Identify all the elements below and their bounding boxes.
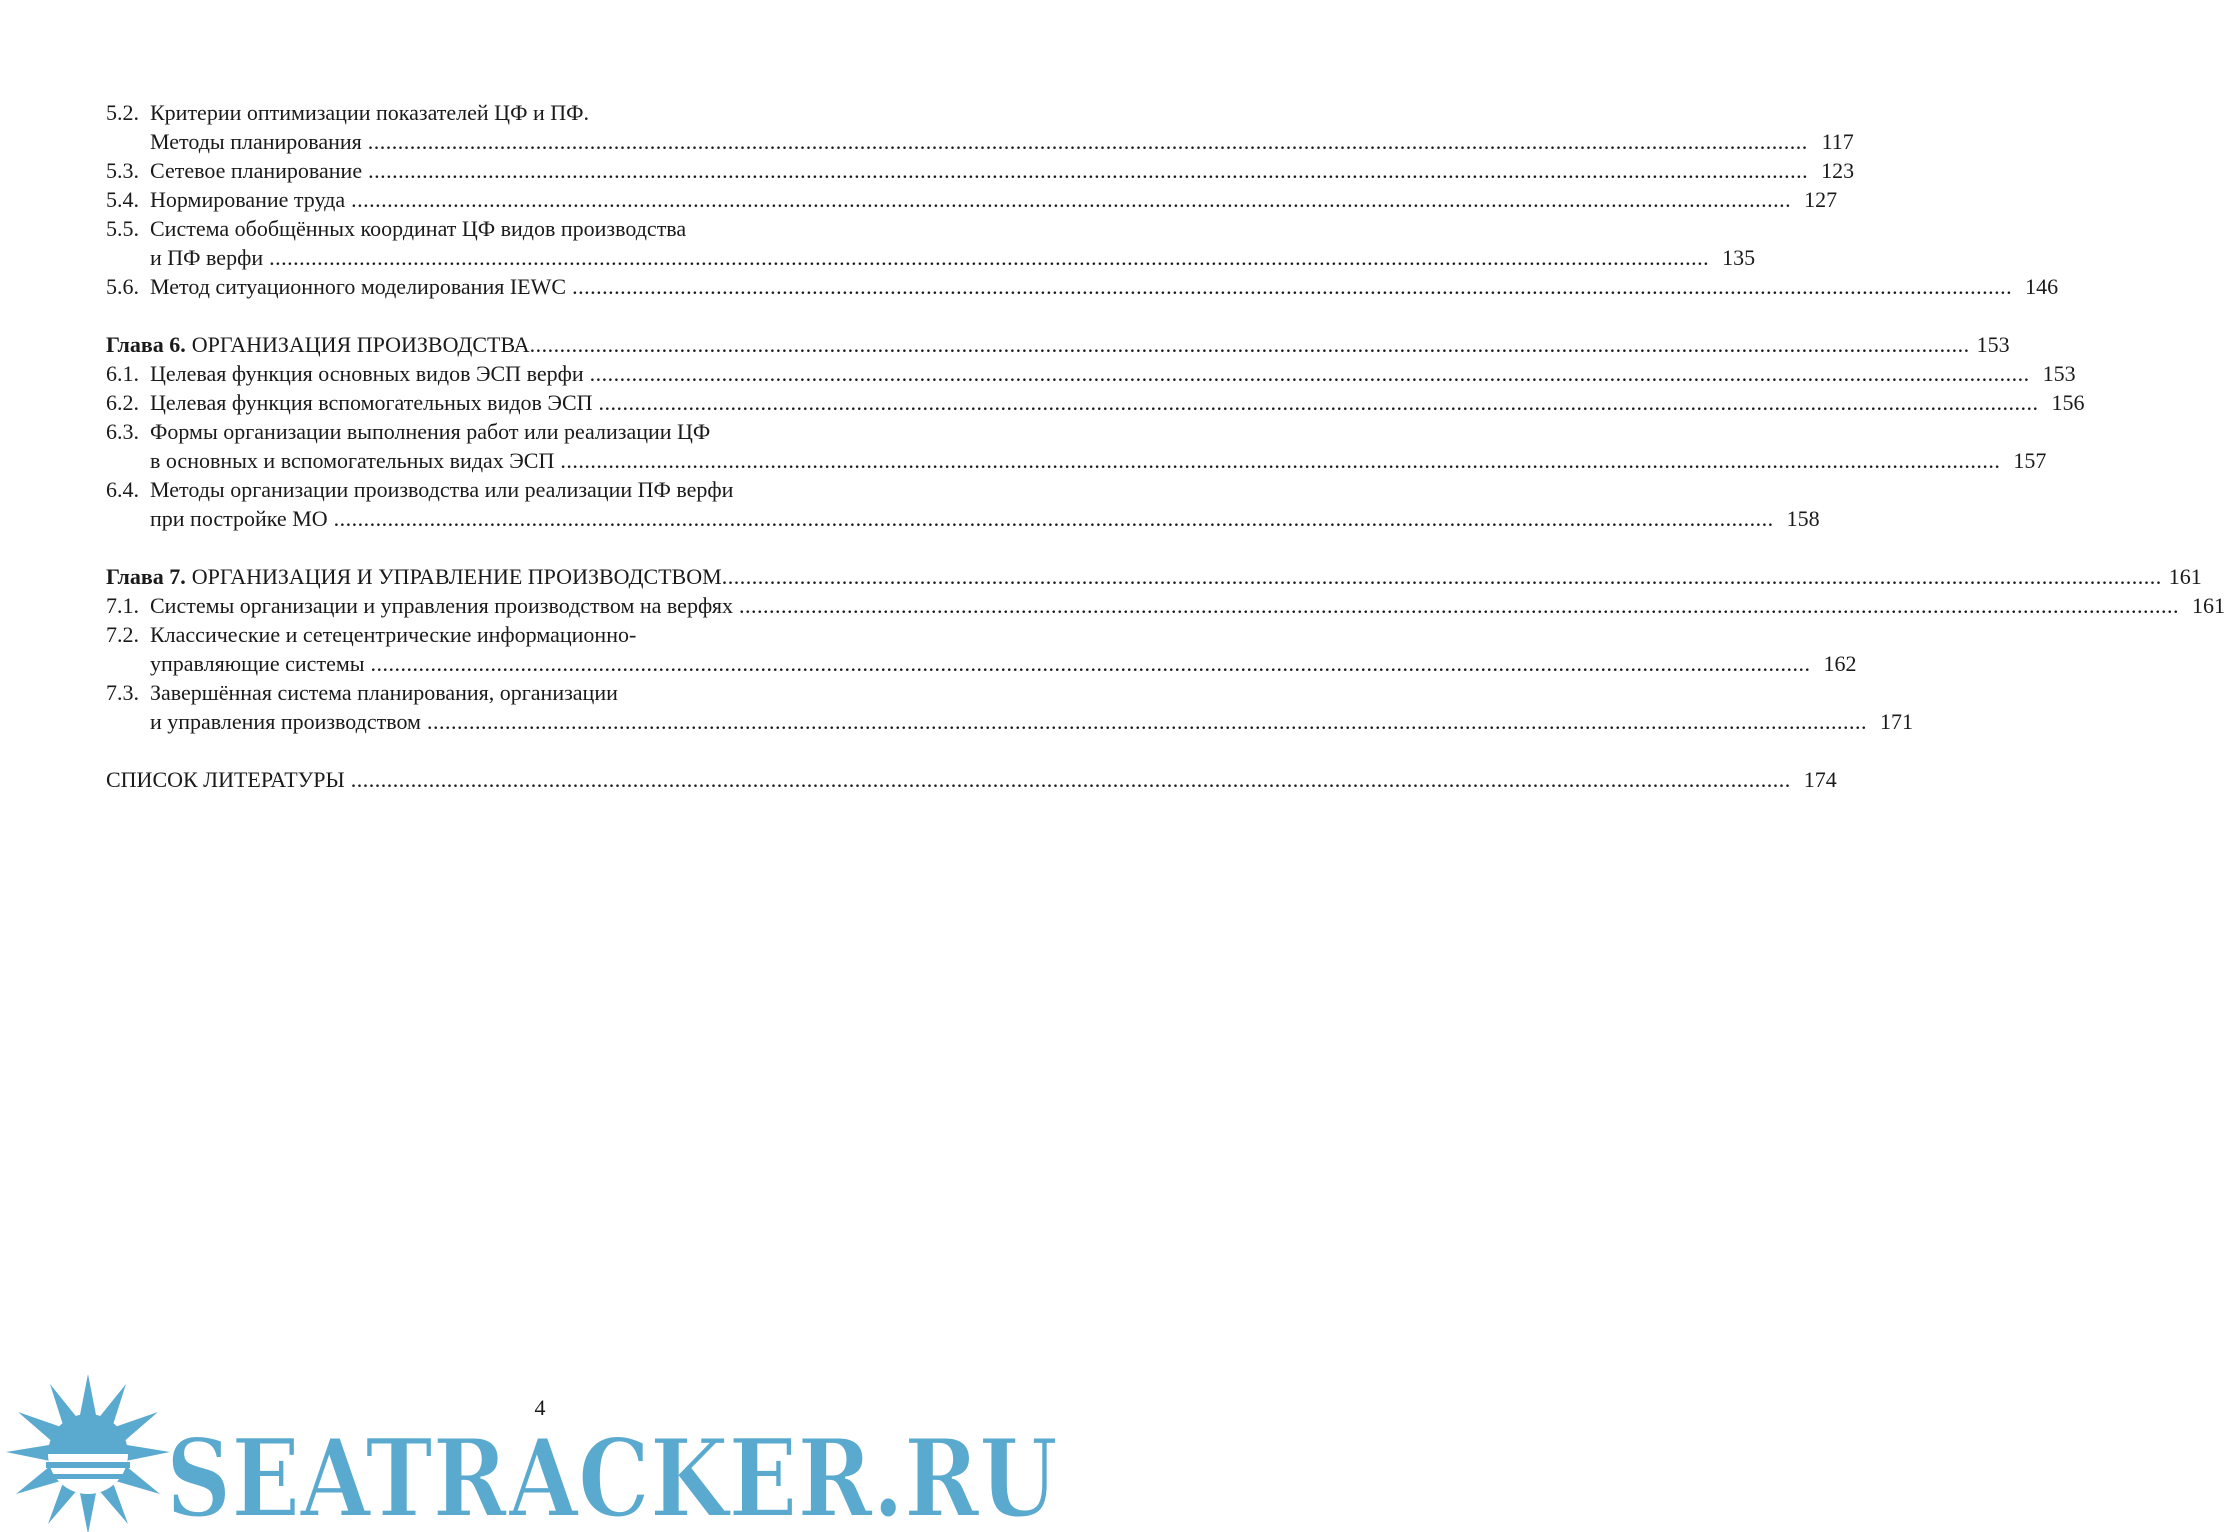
watermark-text: SEATRACKER.RU [166,1416,1058,1532]
entry-title-line1: Система обобщённых координат ЦФ видов производства [150,216,687,241]
entry-page: 158 [1786,506,1820,531]
table-of-contents [106,98,2225,794]
toc-entry-6-4-cont [106,504,1820,533]
toc-entry-6-1 [106,359,2076,388]
entry-page: 123 [1821,158,1855,183]
dot-leader [590,359,2030,388]
entry-title-line2: при постройке МО [150,506,328,531]
entry-page: 161 [2192,593,2225,618]
dot-leader [739,591,2179,620]
dot-leader [351,185,1791,214]
toc-entry-5-2-cont [106,127,1854,156]
entry-number: 5.5. [106,216,139,241]
entry-number: 7.1. [106,593,139,618]
toc-entry-7-3-cont [106,707,1913,736]
chapter-page: 161 [2168,564,2202,589]
entry-title-line2: Методы планирования [150,129,362,154]
toc-entry-5-5-cont [106,243,1756,272]
entry-title-line1: Завершённая система планирования, организации [150,680,618,705]
references-page: 174 [1803,767,1837,792]
chapter-page: 153 [1976,332,2010,357]
entry-title: Нормирование труда [150,187,346,212]
entry-number: 6.3. [106,419,139,444]
entry-number: 5.6. [106,274,139,299]
entry-page: 135 [1722,245,1756,270]
toc-entry-5-2 [106,98,948,127]
toc-entry-7-2 [106,620,948,649]
entry-number: 6.4. [106,477,139,502]
entry-title-line2: и ПФ верфи [150,245,264,270]
entry-title-line2: в основных и вспомогательных видах ЭСП [150,448,555,473]
dot-leader [368,156,1808,185]
entry-page: 146 [2025,274,2059,299]
entry-title-line2: управляющие системы [150,651,365,676]
entry-title-line1: Формы организации выполнения работ или реализации ЦФ [150,419,711,444]
toc-entry-6-3 [106,417,948,446]
entry-page: 127 [1804,187,1838,212]
toc-entry-7-2-cont [106,649,1857,678]
entry-page: 153 [2042,361,2076,386]
dot-leader [599,388,2039,417]
toc-entry-5-6 [106,272,2059,301]
entry-page: 156 [2051,390,2085,415]
entry-title: Системы организации и управления производством на верфях [150,593,734,618]
toc-entry-5-5 [106,214,948,243]
references-title: СПИСОК ЛИТЕРАТУРЫ [106,767,345,792]
entry-number: 6.2. [106,390,139,415]
dot-leader [371,649,1811,678]
dot-leader [334,504,1774,533]
entry-number: 7.2. [106,622,139,647]
entry-number: 5.4. [106,187,139,212]
entry-title-line1: Методы организации производства или реализации ПФ верфи [150,477,734,502]
watermark [0,1360,1080,1532]
entry-number: 5.3. [106,158,139,183]
entry-title: Целевая функция основных видов ЭСП верфи [150,361,584,386]
chapter-label: Глава 7. [106,564,186,589]
toc-entry-5-4 [106,185,1838,214]
entry-title: Метод ситуационного моделирования IEWC [150,274,567,299]
chapter-label: Глава 6. [106,332,186,357]
toc-entry-7-3 [106,678,948,707]
toc-entry-7-1 [106,591,2225,620]
toc-entry-6-2 [106,388,2085,417]
toc-entry-5-3 [106,156,1855,185]
dot-leader [572,272,2012,301]
toc-entry-6-4 [106,475,948,504]
toc-references [106,765,1837,794]
dot-leader [427,707,1867,736]
chapter-title: ОРГАНИЗАЦИЯ И УПРАВЛЕНИЕ ПРОИЗВОДСТВОМ [191,564,722,589]
entry-title-line1: Классические и сетецентрические информационно- [150,622,637,647]
entry-page: 162 [1823,651,1857,676]
dot-leader [351,765,1791,794]
entry-number: 5.2. [106,100,139,125]
dot-leader [269,243,1709,272]
entry-title: Сетевое планирование [150,158,363,183]
entry-number: 7.3. [106,680,139,705]
dot-leader [722,562,2162,591]
toc-chapter-7 [106,562,2202,591]
dot-leader [530,330,1970,359]
entry-page: 157 [2013,448,2047,473]
dot-leader [368,127,1808,156]
chapter-title: ОРГАНИЗАЦИЯ ПРОИЗВОДСТВА [191,332,530,357]
toc-entry-6-3-cont [106,446,2047,475]
entry-number: 6.1. [106,361,139,386]
entry-page: 117 [1821,129,1854,154]
entry-title-line1: Критерии оптимизации показателей ЦФ и ПФ. [150,100,589,125]
entry-title: Целевая функция вспомогательных видов ЭСП [150,390,593,415]
toc-chapter-6 [106,330,2010,359]
page-number: 4 [534,1395,546,1420]
entry-title-line2: и управления производством [150,709,421,734]
entry-page: 171 [1879,709,1913,734]
dot-leader [560,446,2000,475]
